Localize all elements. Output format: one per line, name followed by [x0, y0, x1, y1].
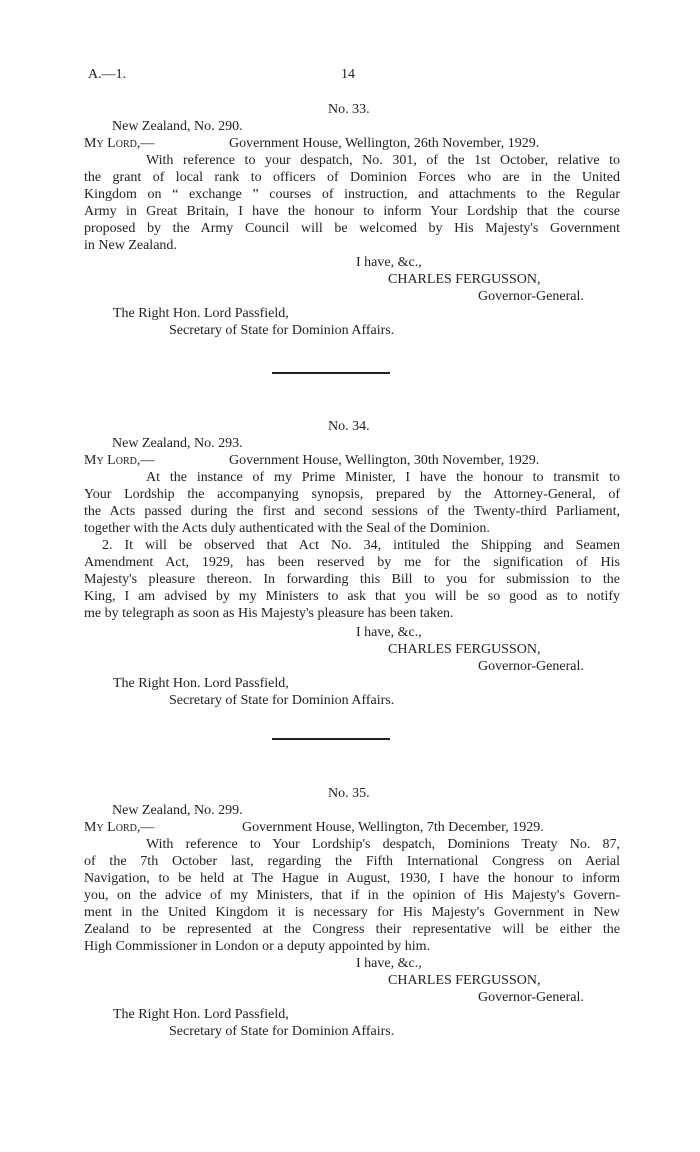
body-line: 2. It will be observed that Act No. 34, intituled the Shipping and Seamen	[102, 538, 620, 553]
signature: CHARLES FERGUSSON,	[388, 642, 541, 657]
body-line: King, I am advised by my Ministers to ask that you will be so good as to notify	[84, 589, 620, 604]
body-line: Zealand to be represented at the Congress their representative will be either the	[84, 922, 620, 937]
body-line: Kingdom on “ exchange ” courses of instruction, and attachments to the Regular	[84, 187, 620, 202]
body-line: of the 7th October last, regarding the Fifth International Congress on Aerial	[84, 854, 620, 869]
closing: I have, &c.,	[356, 956, 422, 971]
body-line: High Commissioner in London or a deputy appointed by him.	[84, 939, 431, 954]
body-line: Navigation, to be held at The Hague in August, 1930, I have the honour to inform	[84, 871, 620, 886]
body-line: Amendment Act, 1929, has been reserved by me for the signification of His	[84, 555, 620, 570]
signatory-title: Governor-General.	[478, 990, 584, 1005]
recipient-office: Secretary of State for Dominion Affairs.	[169, 323, 395, 338]
body-line: Majesty's pleasure thereon. In forwarding this Bill to you for submission to the	[84, 572, 620, 587]
despatch-number: No. 35.	[328, 786, 370, 801]
body-line: With reference to your despatch, No. 301, of the 1st October, relative to	[146, 153, 620, 168]
closing: I have, &c.,	[356, 255, 422, 270]
place-date: Government House, Wellington, 7th December, 1929.	[242, 820, 544, 835]
closing: I have, &c.,	[356, 625, 422, 640]
body-line: the Acts passed during the first and second sessions of the Twenty-third Parliament,	[84, 504, 620, 519]
body-line: ment in the United Kingdom it is necessary for His Majesty's Government in New	[84, 905, 620, 920]
despatch-from: New Zealand, No. 299.	[112, 803, 243, 818]
signature: CHARLES FERGUSSON,	[388, 272, 541, 287]
signatory-title: Governor-General.	[478, 289, 584, 304]
salutation: My Lord,—	[84, 136, 155, 151]
body-line: me by telegraph as soon as His Majesty's pleasure has been taken.	[84, 606, 454, 621]
body-line: Army in Great Britain, I have the honour to inform Your Lordship that the course	[84, 204, 620, 219]
despatch-from: New Zealand, No. 290.	[112, 119, 243, 134]
recipient-office: Secretary of State for Dominion Affairs.	[169, 693, 395, 708]
body-line: With reference to Your Lordship's despatch, Dominions Treaty No. 87,	[146, 837, 620, 852]
body-line: proposed by the Army Council will be welcomed by His Majesty's Government	[84, 221, 620, 236]
body-line: you, on the advice of my Ministers, that if in the opinion of His Majesty's Govern-	[84, 888, 620, 903]
recipient: The Right Hon. Lord Passfield,	[113, 1007, 289, 1022]
body-line: At the instance of my Prime Minister, I have the honour to transmit to	[146, 470, 620, 485]
signatory-title: Governor-General.	[478, 659, 584, 674]
despatch-number: No. 33.	[328, 102, 370, 117]
body-line: Your Lordship the accompanying synopsis, prepared by the Attorney-General, of	[84, 487, 620, 502]
salutation: My Lord,—	[84, 820, 155, 835]
section-divider	[272, 738, 390, 740]
place-date: Government House, Wellington, 30th November, 1929.	[229, 453, 540, 468]
salutation: My Lord,—	[84, 453, 155, 468]
page-ref: A.—1.	[88, 67, 127, 82]
body-line: in New Zealand.	[84, 238, 177, 253]
body-line: the grant of local rank to officers of Dominion Forces who are in the United	[84, 170, 620, 185]
signature: CHARLES FERGUSSON,	[388, 973, 541, 988]
despatch-number: No. 34.	[328, 419, 370, 434]
recipient: The Right Hon. Lord Passfield,	[113, 306, 289, 321]
body-line: together with the Acts duly authenticated with the Seal of the Dominion.	[84, 521, 490, 536]
recipient-office: Secretary of State for Dominion Affairs.	[169, 1024, 395, 1039]
recipient: The Right Hon. Lord Passfield,	[113, 676, 289, 691]
section-divider	[272, 372, 390, 374]
despatch-from: New Zealand, No. 293.	[112, 436, 243, 451]
place-date: Government House, Wellington, 26th November, 1929.	[229, 136, 540, 151]
page-number: 14	[341, 67, 355, 82]
